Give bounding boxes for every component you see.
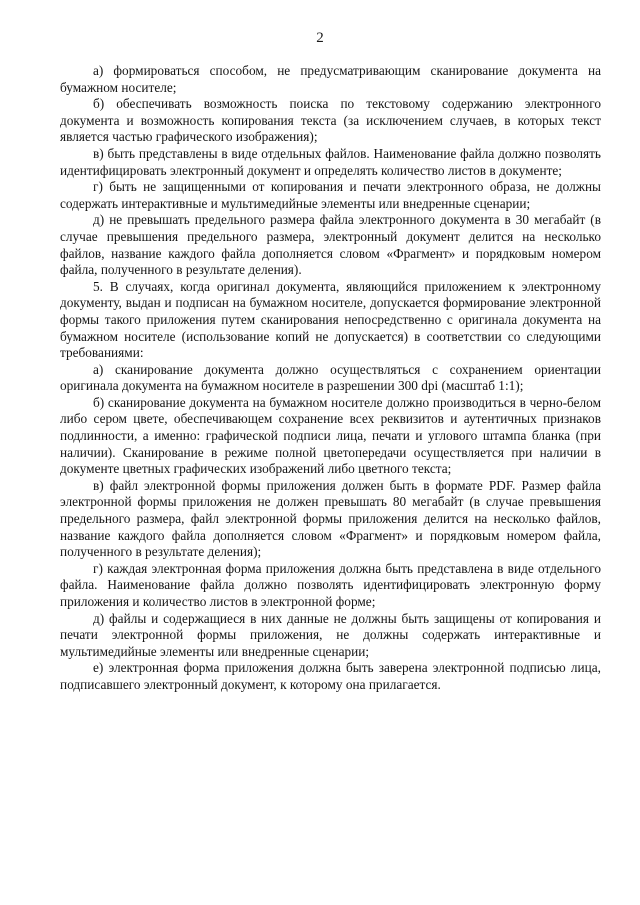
paragraph-4b: б) обеспечивать возможность поиска по текстовому содержанию электронного документа и возможность копирования текста (за исключением случаев, в которых текст является частью графического изображения); <box>60 96 601 145</box>
paragraph-5v: в) файл электронной формы приложения должен быть в формате PDF. Размер файла электронной формы приложения не должен превышать 80 мегабайт (в случае превышения предельного размера, файл электронной формы приложения делится на несколько файлов, название каждого файла дополняется словом «Фрагмент» и порядковым номером файла, полученного в результате деления); <box>60 477 601 560</box>
paragraph-5b: б) сканирование документа на бумажном носителе должно производиться в черно-белом либо сером цвете, обеспечивающем сохранение всех реквизитов и аутентичных признаков подлинности, а именно: графической подписи лица, печати и углового штампа бланка (при наличии). Сканирование в режиме полной цветопередачи осуществляется при наличии в документе цветных графических изображений либо цветного текста; <box>60 394 601 477</box>
document-body <box>60 63 601 694</box>
paragraph-4g: г) быть не защищенными от копирования и печати электронного образа, не должны содержать интерактивные и мультимедийные элементы или внедренные сценарии; <box>60 179 601 211</box>
paragraph-5a: а) сканирование документа должно осуществляться с сохранением ориентации оригинала документа на бумажном носителе в разрешении 300 dpi (масштаб 1:1); <box>60 361 601 394</box>
paragraph-4a: а) формироваться способом, не предусматривающим сканирование документа на бумажном носителе; <box>60 63 601 95</box>
paragraph-5: 5. В случаях, когда оригинал документа, являющийся приложением к электронному документу, выдан и подписан на бумажном носителе, допускается формирование электронной формы такого приложения путем сканирования непосредственно с оригинала документа на бумажном носителе (использование копий не допускается) в соответствии со следующими требованиями: <box>60 278 601 361</box>
paragraph-4v: в) быть представлены в виде отдельных файлов. Наименование файла должно позволять идентифицировать электронный документ и определять количество листов в документе; <box>60 145 601 178</box>
paragraph-4d: д) не превышать предельного размера файла электронного документа в 30 мегабайт (в случае превышения предельного размера, электронный документ делится на несколько файлов, название каждого файла дополняется словом «Фрагмент» и порядковым номером файла, полученного в результате деления). <box>60 212 601 278</box>
paragraph-5e: е) электронная форма приложения должна быть заверена электронной подписью лица, подписавшего электронный документ, к которому она прилагается. <box>60 660 601 692</box>
paragraph-5g: г) каждая электронная форма приложения должна быть представлена в виде отдельного файла. Наименование файла должно позволять идентифицировать электронную форму приложения и количество листов в электронной форме; <box>60 560 601 609</box>
paragraph-5d: д) файлы и содержащиеся в них данные не должны быть защищены от копирования и печати электронной формы приложения, не должны содержать интерактивные и мультимедийные элементы или внедренные сценарии; <box>60 610 601 659</box>
page-number: 2 <box>316 30 324 46</box>
